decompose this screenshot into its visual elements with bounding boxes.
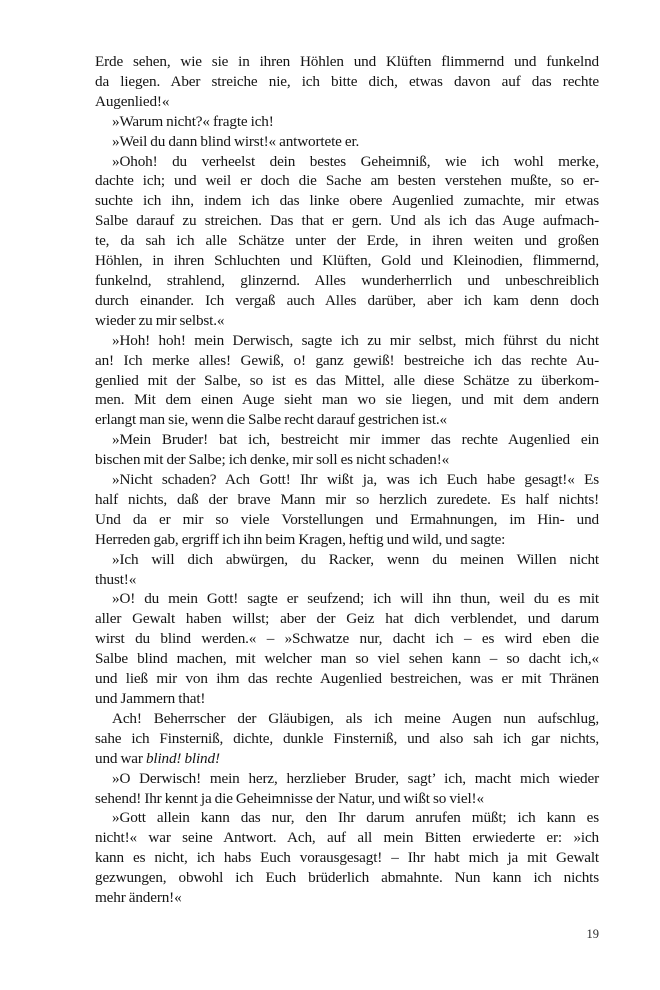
- body-text: thust!«: [95, 570, 137, 588]
- text-line: [95, 52, 599, 72]
- text-line: [95, 450, 599, 470]
- body-text: nicht!« war seine Antwort. Ach, auf all mein Bitten erwiederte er: »ich: [95, 829, 599, 847]
- text-line: [95, 112, 599, 132]
- body-text: Salbe blind machen, mit welcher man so viel sehen kann – so dacht ich,«: [95, 650, 599, 668]
- text-line: [95, 769, 599, 789]
- text-line: [95, 609, 599, 629]
- text-block: [95, 52, 599, 908]
- text-line: [95, 132, 599, 152]
- body-text: bischen mit der Salbe; ich denke, mir soll es nicht schaden!«: [95, 451, 450, 469]
- text-line: [95, 629, 599, 649]
- text-line: [95, 789, 599, 809]
- text-line: [95, 570, 599, 590]
- body-text: »Weil du dann blind wirst!« antwortete er.: [112, 132, 360, 150]
- body-text: da liegen. Aber streiche nie, ich bitte dich, etwas davon auf das rechte: [95, 72, 599, 90]
- text-line: [95, 470, 599, 490]
- body-text: genlied mit der Salbe, so ist es das Mittel, alle diese Schätze zu überkom-: [95, 371, 599, 389]
- text-line: [95, 92, 599, 112]
- emphasized-text: blind! blind!: [145, 749, 220, 767]
- body-text: »Ohoh! du verheelst dein bestes Geheimniß, wie ich wohl merke,: [112, 152, 599, 170]
- body-text: »Ich will dich abwürgen, du Racker, wenn du meinen Willen nicht: [112, 550, 599, 568]
- body-text: Und da er mir so viele Vorstellungen und Ermahnungen, im Hin- und: [95, 510, 599, 528]
- text-line: [95, 550, 599, 570]
- body-text: dachte ich; und weil er doch die Sache am besten verstehen mußte, so er-: [95, 172, 599, 190]
- body-text: Salbe darauf zu streichen. Das that er gern. Und als ich das Auge aufmach-: [95, 212, 599, 230]
- body-text: »Mein Bruder! bat ich, bestreicht mir immer das rechte Augenlied ein: [112, 431, 599, 449]
- text-line: [95, 331, 599, 351]
- text-line: [95, 291, 599, 311]
- text-line: [95, 669, 599, 689]
- text-line: [95, 231, 599, 251]
- text-line: [95, 490, 599, 510]
- body-text: Höhlen, in ihren Schluchten und Klüften, Gold und Kleinodien, flimmernd,: [95, 252, 599, 270]
- body-text: Herreden gab, ergriff ich ihn beim Kragen, heftig und wild, und sagte:: [95, 530, 506, 548]
- text-line: [95, 251, 599, 271]
- body-text: funkelnd, strahlend, glinzernd. Alles wunderherrlich und unbeschreiblich: [95, 271, 599, 289]
- body-text: Erde sehen, wie sie in ihren Höhlen und Klüften flimmernd und funkelnd: [95, 53, 599, 70]
- body-text: und ließ mir von ihm das rechte Augenlied bestreichen, was er mit Thränen: [95, 670, 599, 688]
- body-text: wieder zu mir selbst.«: [95, 311, 225, 329]
- page-number: 19: [586, 927, 599, 941]
- text-line: [95, 729, 599, 749]
- body-text: an! Ich merke alles! Gewiß, o! ganz gewiß! bestreiche ich das rechte Au-: [95, 351, 599, 369]
- text-line: [95, 311, 599, 331]
- text-line: [95, 848, 599, 868]
- text-line: [95, 271, 599, 291]
- body-text: und Jammern that!: [95, 690, 206, 707]
- body-text: aller Gewalt haben willst; aber der Geiz hat dich verblendet, und darum: [95, 610, 599, 628]
- text-line: [95, 868, 599, 888]
- body-text: gezwungen, obwohl ich Euch brüderlich abmahnte. Nun kann ich nichts: [95, 869, 599, 887]
- text-line: [95, 371, 599, 391]
- body-text: durch einander. Ich vergaß auch Alles darüber, aber ich kam denn doch: [95, 291, 599, 309]
- body-text: erlangt man sie, wenn die Salbe recht darauf gestrichen ist.«: [95, 411, 447, 429]
- text-line: [95, 351, 599, 371]
- body-text: mehr ändern!«: [95, 889, 182, 907]
- text-line: [95, 530, 599, 550]
- body-text: men. Mit dem einen Auge sieht man wo sie liegen, und mit dem andern: [95, 391, 599, 409]
- text-line: [95, 888, 599, 908]
- text-line: [95, 410, 599, 430]
- body-text: te, da sah ich alle Schätze unter der Erde, in ihren weiten und großen: [95, 232, 599, 250]
- body-text: »Warum nicht?« fragte ich!: [112, 112, 274, 130]
- text-line: [95, 589, 599, 609]
- body-text: »O! du mein Gott! sagte er seufzend; ich will ihn thun, weil du es mit: [112, 590, 599, 608]
- body-text: half nichts, daß der brave Mann mir so herzlich zuredete. Es half nichts!: [95, 490, 599, 508]
- text-line: [95, 709, 599, 729]
- body-text: »Hoh! hoh! mein Derwisch, sagte ich zu mir selbst, mich führst du nicht: [112, 331, 599, 349]
- body-text: wirst du blind werden.« – »Schwatze nur, dacht ich – es wird eben die: [95, 630, 599, 648]
- body-text: und war: [95, 749, 146, 767]
- body-text: Ach! Beherrscher der Gläubigen, als ich meine Augen nun aufschlug,: [112, 709, 599, 727]
- text-line: [95, 72, 599, 92]
- body-text: »Gott allein kann das nur, den Ihr darum anrufen müßt; ich kann es: [112, 809, 599, 827]
- text-line: [95, 152, 599, 172]
- body-text: suchte ich ihn, indem ich das linke obere Augenlied zumachte, mir etwas: [95, 192, 599, 210]
- text-line: [95, 390, 599, 410]
- text-line: [95, 828, 599, 848]
- text-line: [95, 430, 599, 450]
- body-text: »O Derwisch! mein herz, herzlieber Bruder, sagt’ ich, macht mich wieder: [112, 769, 599, 787]
- text-line: [95, 510, 599, 530]
- text-line: [95, 649, 599, 669]
- text-line: [95, 749, 599, 769]
- body-text: sehend! Ihr kennt ja die Geheimnisse der Natur, und wißt so viel!«: [95, 789, 484, 807]
- body-text: sahe ich Finsterniß, dichte, dunkle Finsterniß, und also sah ich gar nichts,: [95, 729, 599, 747]
- text-line: [95, 211, 599, 231]
- text-line: [95, 171, 599, 191]
- text-line: [95, 808, 599, 828]
- body-text: »Nicht schaden? Ach Gott! Ihr wißt ja, was ich Euch habe gesagt!« Es: [112, 471, 599, 489]
- text-line: [95, 191, 599, 211]
- body-text: kann es nicht, ich habs Euch vorausgesagt! – Ihr habt mich ja mit Gewalt: [95, 849, 599, 867]
- text-line: [95, 689, 599, 709]
- body-text: Augenlied!«: [95, 92, 170, 110]
